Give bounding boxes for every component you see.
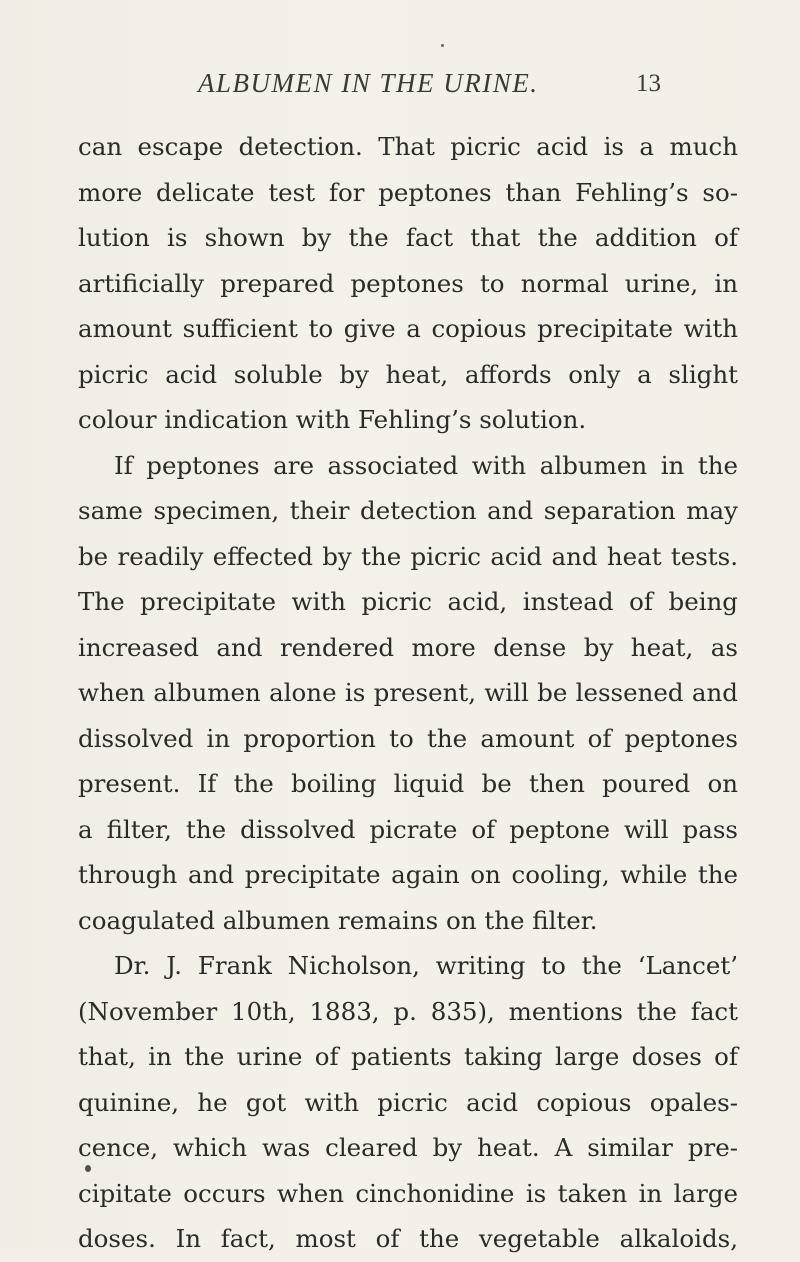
text-line: The precipitate with picric acid, instead of being [78,587,738,616]
text-line: cence, which was cleared by heat. A similar pre- [78,1133,738,1162]
text-line: be readily effected by the picric acid and heat tests. [78,541,738,571]
text-line: quinine, he got with picric acid copious opales- [78,1087,738,1117]
text-line: through and precipitate again on cooling, while the [78,860,738,889]
paragraph-start-line: If peptones are associated with albumen in the [114,450,738,480]
ink-speck [85,1165,91,1172]
text-line: cipitate occurs when cinchonidine is taken in large [78,1178,738,1208]
ink-speck [441,44,444,47]
text-line: colour indication with Fehling’s solution. [78,405,587,434]
text-line: amount sufficient to give a copious precipitate with [78,314,738,343]
page-header [0,68,800,108]
text-line: picric acid soluble by heat, affords only a slight [78,359,738,389]
text-line: doses. In fact, most of the vegetable alkaloids, [78,1224,738,1253]
text-line: increased and rendered more dense by heat, as [78,632,738,662]
text-line: same specimen, their detection and separation may [78,496,738,525]
page-number: 13 [636,70,661,97]
text-line: present. If the boiling liquid be then poured on [78,769,738,798]
running-head: ALBUMEN IN THE URINE. [198,68,539,98]
text-line: lution is shown by the fact that the addition of [78,223,738,252]
text-line: (November 10th, 1883, p. 835), mentions the fact [78,996,738,1026]
text-line: a filter, the dissolved picrate of peptone will pass [78,814,738,844]
text-line: more delicate test for peptones than Fehling’s so- [78,177,738,207]
text-line: artificially prepared peptones to normal urine, in [78,268,738,298]
paragraph-start-line: Dr. J. Frank Nicholson, writing to the ‘Lancet’ [114,951,738,980]
text-line: that, in the urine of patients taking large doses of [78,1042,738,1071]
text-line: when albumen alone is present, will be lessened and [78,678,738,707]
text-line: can escape detection. That picric acid is a much [78,132,738,161]
text-line: coagulated albumen remains on the filter. [78,905,598,935]
body-text [78,124,738,1262]
text-line: dissolved in proportion to the amount of peptones [78,723,738,753]
